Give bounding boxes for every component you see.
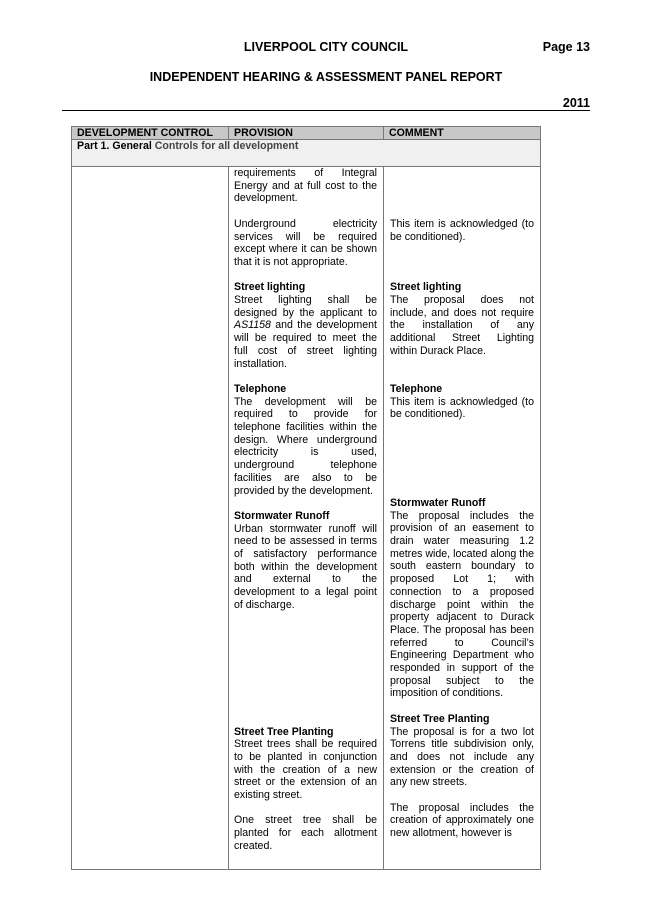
provision-text: Underground electricity services will be required except where it can be shown that it is not appropriate. [234, 217, 377, 268]
provision-text: The development will be required to provide for telephone facilities within the design. Where underground electricity is used, underground telephone facilities are also to be provided by the development. [234, 395, 377, 497]
comment-text: The proposal does not include, and does not require the installation of any additional Street Lighting within Durack Place. [390, 293, 534, 357]
provision-title: Street Tree Planting [234, 725, 334, 738]
provision-title: Telephone [234, 382, 287, 395]
comment-block [390, 497, 534, 700]
part-title: Controls for all development [151, 140, 299, 152]
part-heading [72, 140, 541, 167]
column-header: PROVISION [229, 127, 384, 140]
comment-block [390, 713, 534, 789]
provision-cell [229, 167, 384, 870]
provision-text: Street trees shall be required to be planted in conjunction with the creation of a new street or the extension of an existing street. [234, 738, 377, 802]
comment-block [390, 218, 534, 243]
standard-reference: AS1158 [234, 319, 271, 332]
comment-block [390, 802, 534, 840]
comment-text: The proposal includes the creation of approximately one new allotment, however is [390, 801, 534, 840]
provision-text-part: Street lighting shall be designed by the applicant to [234, 294, 377, 319]
page-number: Page 13 [542, 40, 590, 54]
provision-block [234, 726, 377, 802]
report-year: 2011 [562, 96, 590, 110]
header-rule [62, 110, 590, 111]
comment-title: Stormwater Runoff [390, 496, 486, 509]
column-header: COMMENT [384, 127, 541, 140]
comment-block [390, 281, 534, 357]
part-heading-row [72, 140, 541, 167]
provision-text: Urban stormwater runoff will need to be assessed in terms of satisfactory performance both within the development and external to the development to a legal point of discharge. [234, 522, 377, 611]
development-control-cell [72, 167, 229, 870]
development-control-table [71, 126, 541, 870]
provision-block [234, 167, 377, 205]
provision-block [234, 218, 377, 269]
provision-text: requirements of Integral Energy and at full cost to the development. [234, 167, 377, 205]
provision-text [234, 294, 377, 370]
provision-block [234, 281, 377, 370]
part-number: Part 1. General [77, 140, 152, 152]
provision-block [234, 383, 377, 497]
comment-block [390, 383, 534, 421]
comment-text: The proposal is for a two lot Torrens title subdivision only, and does not include any extension or the creation of any new streets. [390, 725, 534, 789]
council-name: LIVERPOOL CITY COUNCIL [243, 40, 409, 54]
provision-block [234, 510, 377, 612]
comment-cell [384, 167, 541, 870]
comment-text: This item is acknowledged (to be conditioned). [390, 395, 534, 421]
comment-text: This item is acknowledged (to be conditioned). [390, 217, 534, 243]
comment-title: Street lighting [390, 281, 462, 294]
comment-text: The proposal includes the provision of an easement to drain water measuring 1.2 metres wide, located along the south eastern boundary to proposed Lot 1; with connection to a proposed discharge point within the property adjacent to Durack Place. The proposal has been referred to Council’s Engineering Department who responded in support of the proposal subject to the imposition of conditions. [390, 509, 534, 700]
report-title: INDEPENDENT HEARING & ASSESSMENT PANEL REPORT [149, 70, 503, 84]
provision-title: Stormwater Runoff [234, 509, 330, 522]
provision-text-part: and the development will be required to meet the full cost of street lighting installation. [234, 319, 377, 370]
table-row [72, 167, 541, 870]
column-header: DEVELOPMENT CONTROL [72, 127, 229, 140]
provision-title: Street lighting [234, 281, 306, 294]
provision-block [234, 814, 377, 852]
comment-title: Street Tree Planting [390, 712, 490, 725]
table-header-row [72, 127, 541, 140]
provision-text: One street tree shall be planted for each allotment created. [234, 814, 377, 852]
comment-title: Telephone [390, 382, 443, 395]
